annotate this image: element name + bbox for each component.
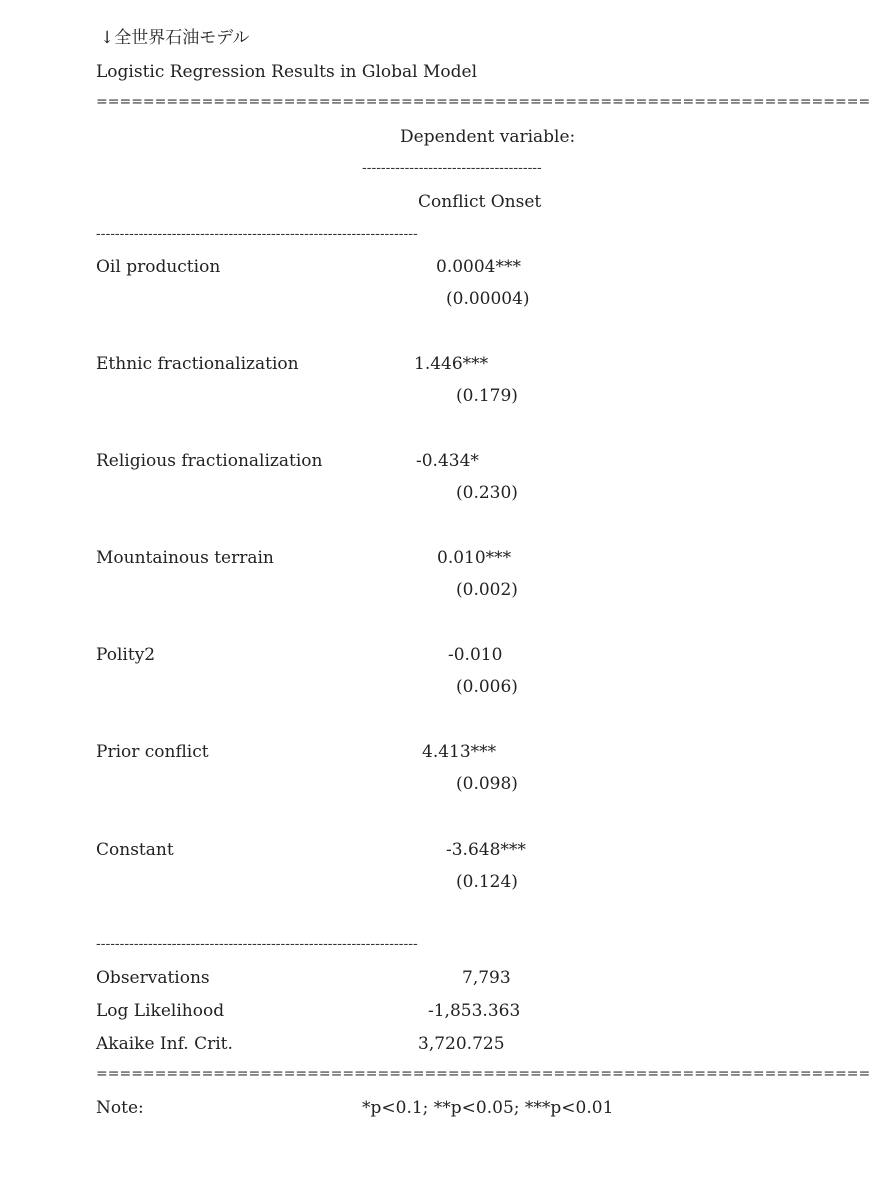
note-text: *p<0.1; **p<0.05; ***p<0.01 [362,1098,614,1118]
table-title: Logistic Regression Results in Global Model [96,62,478,82]
row-label: Oil production [96,257,221,277]
row-coefficient: -0.434* [416,451,479,471]
row-standard-error: (0.00004) [446,289,530,309]
dependent-variable-name: Conflict Onset [418,192,542,212]
stat-value: -1,853.363 [428,1001,521,1021]
row-coefficient: -3.648*** [446,840,526,860]
single-rule-top: -------------------------------------------------------------------- [96,226,418,242]
double-rule-top: ================================================================== [96,94,870,110]
dependent-variable-label: Dependent variable: [400,127,576,147]
jp-title: ↓全世界石油モデル [100,28,250,48]
row-standard-error: (0.002) [456,580,518,600]
sub-rule: -------------------------------------- [362,160,542,176]
row-standard-error: (0.124) [456,872,518,892]
row-label: Constant [96,840,174,860]
row-label: Polity2 [96,645,156,665]
stat-value: 3,720.725 [418,1034,505,1054]
single-rule-bottom: -------------------------------------------------------------------- [96,936,418,952]
double-rule-bottom: ================================================================== [96,1066,870,1082]
row-label: Ethnic fractionalization [96,354,299,374]
row-coefficient: -0.010 [448,645,503,665]
row-coefficient: 0.0004*** [436,257,521,277]
row-standard-error: (0.006) [456,677,518,697]
row-label: Prior conflict [96,742,209,762]
stat-label: Akaike Inf. Crit. [96,1034,233,1054]
stat-label: Observations [96,968,210,988]
row-standard-error: (0.230) [456,483,518,503]
row-label: Religious fractionalization [96,451,323,471]
row-standard-error: (0.179) [456,386,518,406]
row-coefficient: 0.010*** [437,548,512,568]
stat-value: 7,793 [462,968,511,988]
row-standard-error: (0.098) [456,774,518,794]
stat-label: Log Likelihood [96,1001,225,1021]
row-coefficient: 4.413*** [422,742,497,762]
row-coefficient: 1.446*** [414,354,489,374]
note-label: Note: [96,1098,144,1118]
row-label: Mountainous terrain [96,548,274,568]
